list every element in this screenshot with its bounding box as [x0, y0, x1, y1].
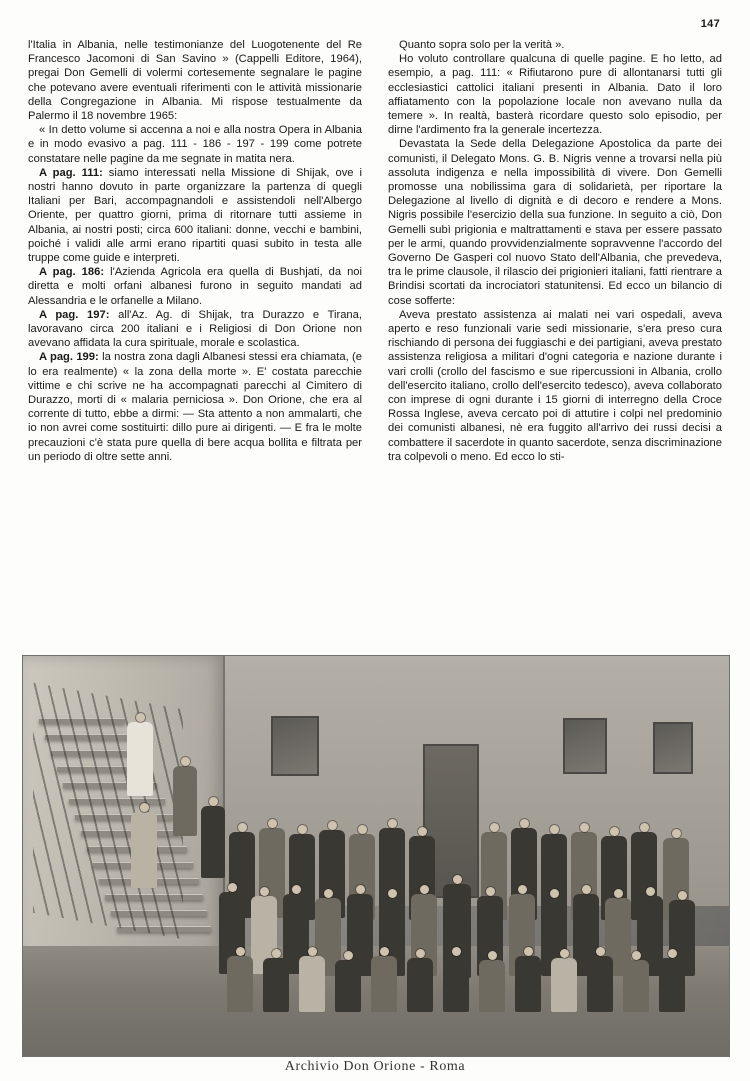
paragraph-p186	[28, 265, 362, 308]
paragraph-text: l'Azienda Agricola era quella di Bushjati, da noi diretta e molti orfani albanesi furono in seguito mandati ad Alessandria e le orfanelle a Milano.	[28, 266, 362, 307]
person	[173, 766, 197, 836]
paragraph: l'Italia in Albania, nelle testimonianze del Luogotenente del Re Francesco Jacomoni di San Savino » (Cappelli Editore, 1964), pregai Don Gemelli di volermi cortesemente segnalare le pagine che potevano avere eventuali riferimenti con le attività missionarie della Congregazione in Albania. Mi rispose testualmente da Palermo il 18 novembre 1965:	[28, 39, 362, 123]
historical-group-photo	[22, 655, 730, 1057]
text-columns	[28, 38, 722, 464]
paragraph-p199	[28, 350, 362, 464]
person-seated	[551, 958, 577, 1012]
paragraph: Aveva prestato assistenza ai malati nei vari ospedali, aveva aperto e reso funzionali varie sedi missionarie, s'era preso cura rischiando di persona dei fuggiaschi e dei partigiani, aveva prestato assistenza religiosa a militari d'ogni categoria e nazione durante i vari crolli (crollo del fascismo e sue ripercussioni in Albania, crollo dell'esercito italiano, crollo dell'esercito tedesco), aveva collaborato con imprese di ogni durante i 15 giorni di interregno della Croce Rossa Inglese, aveva cercato poi di attutire i colpi nel predominio dei comunisti albanesi, nè era fuggito all'arrivo dei russi decisi a combattere il sacerdote in quanto sacerdote, senza discriminazione tra colpevoli o meno. Ed ecco lo sti-	[388, 308, 722, 463]
person-seated	[479, 960, 505, 1012]
person	[201, 806, 225, 878]
person-seated	[263, 958, 289, 1012]
paragraph-text: all'Az. Ag. di Shijak, tra Durazzo e Tirana, lavoravano circa 200 italiani e i Religiosi di Don Orione non avevano affidata la cura spirituale, morale e scolastica.	[28, 308, 362, 350]
person	[131, 812, 157, 888]
label-p197: A pag. 197:	[39, 308, 110, 321]
person-seated	[335, 960, 361, 1012]
person-seated	[227, 956, 253, 1012]
right-column	[388, 38, 722, 464]
paragraph-p111	[28, 166, 362, 265]
paragraph: Quanto sopra solo per la verità ».	[399, 39, 565, 51]
paragraph: « In detto volume si accenna a noi e alla nostra Opera in Albania e in modo evasivo a pag. 111 - 186 - 197 - 199 come potrete constatare nelle pagine da me segnate in matita nera.	[28, 124, 362, 165]
person-seated	[515, 956, 541, 1012]
person-seated	[443, 956, 469, 1012]
person-seated	[299, 956, 325, 1012]
paragraph-p197	[28, 308, 362, 351]
paragraph-text: la nostra zona dagli Albanesi stessi era chiamata, (e lo era realmente) « la zona della morte ». E' costata parecchie vittime e chi scrive ne ha accompagnati parecchi al Cimitero di Durazzo, morti di « malaria perniciosa ». Don Orione, che era al corrente di tutto, ebbe a dirmi: — Sta attento a non ammalarti, che io non avrei come sostituirti: dillo pure ai dirigenti. — E fra le molte precauzioni c'è stata pure quella di bere acqua bollita e filtrata per un periodo di oltre sette anni.	[28, 351, 362, 463]
label-p186: A pag. 186:	[39, 266, 105, 279]
label-p199: A pag. 199:	[39, 351, 99, 364]
left-column	[28, 38, 362, 464]
person-seated	[407, 958, 433, 1012]
person-seated	[659, 958, 685, 1012]
person-seated	[587, 956, 613, 1012]
paragraph: Ho voluto controllare qualcuna di quelle pagine. E ho letto, ad esempio, a pag. 111: « Rifiutarono pure di allontanarsi tutti gli ecclesiastici cattolici italiani presenti in Albania. Dato il loro affiatamento con la popolazione locale non avevano nulla da temere ». In realtà, basterà ricordare questo solo episodio, per dirne l'ardimento fra la generale incertezza.	[388, 53, 722, 137]
paragraph: Devastata la Sede della Delegazione Apostolica da parte dei comunisti, il Delegato Mons. G. B. Nigris venne a trovarsi nella più assoluta indigenza e nella impossibilità di vivere. Don Gemelli promosse una nobilissima gara di solidarietà, per riportare la Delegazione al livello di dignità e di decoro e rendere a Mons. Nigris possibile l'esercizio della sua funzione. In seguito a ciò, Don Gemelli subì prigionia e maltrattamenti e stava per essere passato per le armi, quando provvidenzialmente sopravvenne l'accordo del Governo De Gasperi col nuovo Stato dell'Albania, che prevedeva, tra le prime clausole, il rilascio dei prigionieri italiani, fatti rientrare a Brindisi scortati da incrociatori statunitensi. Ed ecco un bilancio di cose sofferte:	[388, 138, 722, 307]
person	[127, 722, 153, 796]
page-number: 147	[700, 18, 720, 30]
group-of-people	[23, 656, 729, 1056]
person-seated	[623, 960, 649, 1012]
photo-caption: Archivio Don Orione - Roma	[284, 1059, 466, 1074]
label-p111: A pag. 111:	[39, 166, 103, 179]
person-seated	[371, 956, 397, 1012]
paragraph-text: siamo interessati nella Missione di Shijak, ove i nostri hanno dovuto in parte organizzare la partenza di quegli Italiani per Bari, accompagnandoli e assistendoli nell'Albergo Oriente, per quattro giorni, prima di ritornare tutti assieme in Albania, ai nostri posti; circa 600 italiani: donne, vecchi e bambini, poiché i validi alle armi erano ripartiti quasi subito in testa alle truppe come guide e interpreti.	[28, 166, 362, 265]
